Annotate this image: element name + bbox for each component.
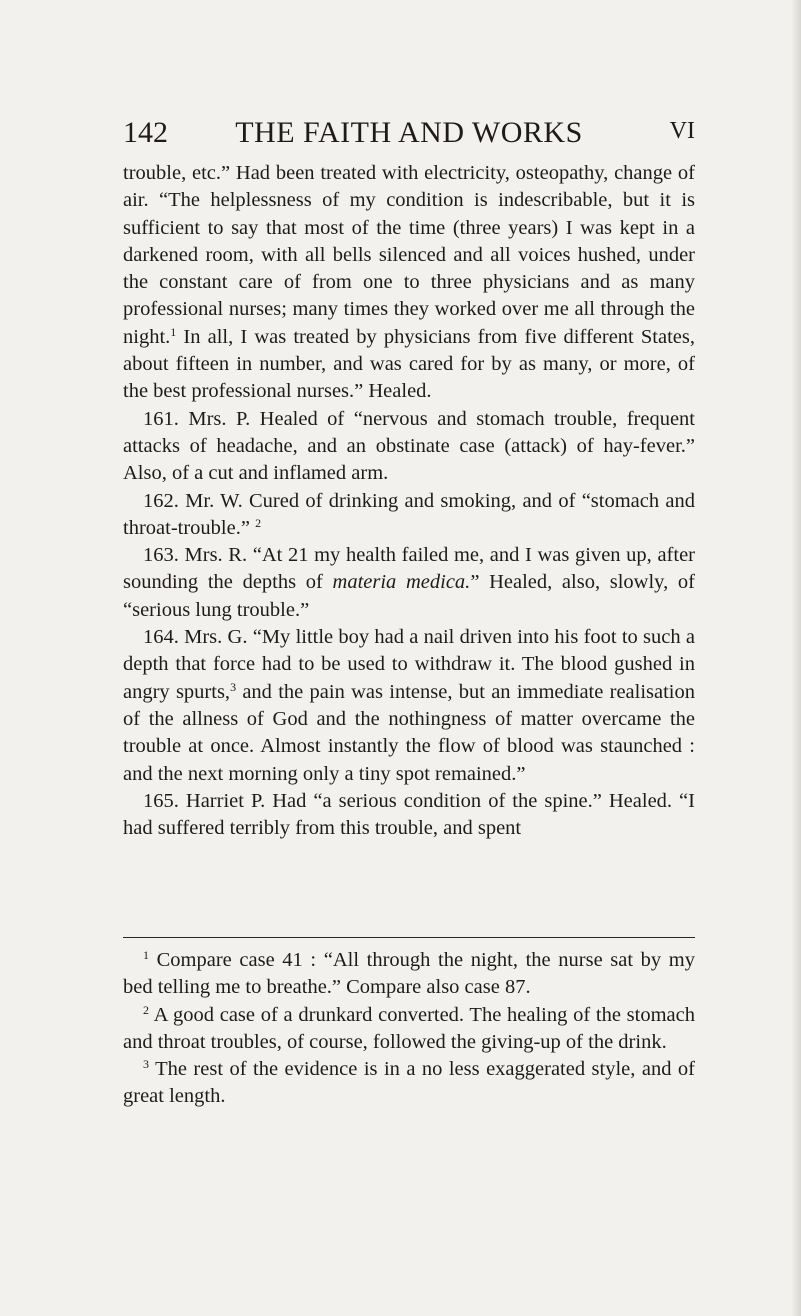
text-run: 162. Mr. W. Cured of drinking and smoking, and of “stomach and throat-trouble.”	[123, 489, 695, 539]
page-title: THE FAITH AND WORKS	[235, 116, 583, 149]
footnote-divider	[123, 937, 695, 938]
case-164	[123, 624, 695, 788]
footnote-text: Compare case 41 : “All through the night, the nurse sat by my bed telling me to breathe.” Compare also case 87.	[123, 949, 695, 999]
footnote-mark: 3	[143, 1057, 149, 1072]
footnote-mark: 1	[143, 948, 149, 962]
page-edge-shadow	[791, 0, 801, 1316]
text-run: 163. Mrs. R. “At 21 my health failed me, and I was given up, after sounding the depths of	[123, 544, 695, 594]
case-165: 165. Harriet P. Had “a serious condition of the spine.” Healed. “I had suffered terribly from this trouble, and spent	[123, 789, 695, 840]
text-run: In all, I was treated by physicians from five different States, about fifteen in number, and was cared for by as many, or more, of the best professional nurses.” Healed.	[123, 325, 695, 403]
paragraph-continued	[123, 160, 695, 406]
text-run: trouble, etc.” Had been treated with electricity, osteopathy, change of air. “The helplessness of my condition is indescribable, but it is sufficient to say that most of the time (three years) I was kept in a darkened room, with all bells silenced and all voices hushed, under the constant care of from one to three physicians and as many professional nurses; many times they worked over me all through the night.	[123, 162, 695, 348]
footnote-ref: 1	[170, 324, 177, 339]
text-run: ” Healed, also, slowly, of “serious lung trouble.”	[123, 571, 695, 621]
footnote-text: The rest of the evidence is in a no less exaggerated style, and of great length.	[123, 1058, 695, 1108]
body-text	[123, 160, 695, 842]
case-161: 161. Mrs. P. Healed of “nervous and stomach trouble, frequent attacks of headache, and an obstinate case (attack) of hay-fever.” Also, of a cut and inflamed arm.	[123, 407, 695, 485]
footnote-2	[123, 1002, 695, 1057]
footnote-1	[123, 947, 695, 1002]
section-number: VI	[669, 118, 695, 144]
text-run: 164. Mrs. G. “My little boy had a nail driven into his foot to such a depth that force had to be used to withdraw it. The blood gushed in angry spurts,	[123, 626, 695, 703]
page-number: 142	[123, 116, 168, 149]
footnote-3	[123, 1056, 695, 1111]
text-run: and the pain was intense, but an immediate realisation of the allness of God and the nothingness of matter overcame the trouble at once. Almost instantly the flow of blood was staunched : and the next morning only a tiny spot remained.”	[123, 680, 696, 785]
footnote-ref: 3	[230, 679, 237, 694]
italic-term: materia medica.	[332, 571, 471, 594]
running-header	[123, 112, 695, 152]
footnotes	[123, 947, 695, 1111]
footnote-mark: 2	[143, 1002, 149, 1017]
case-163	[123, 542, 695, 624]
footnote-ref: 2	[255, 515, 262, 530]
footnote-text: A good case of a drunkard converted. The healing of the stomach and throat troubles, of course, followed the giving-up of the drink.	[123, 1003, 695, 1053]
case-162	[123, 488, 695, 543]
